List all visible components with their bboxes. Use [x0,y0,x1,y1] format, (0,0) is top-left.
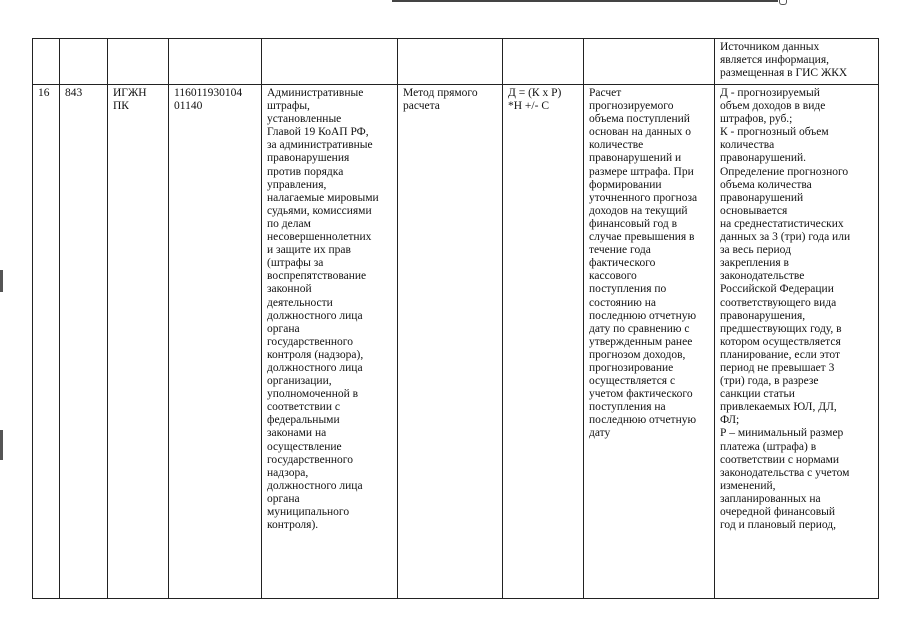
revenue-forecast-table [32,38,879,599]
header-cell-name [262,39,398,85]
formula-cell [503,85,584,599]
calculation-algorithm: Расчет прогнозируемого объема поступлений основан на данных о количестве правонарушений и размере штрафа. При формировании уточненного прогноза доходов на текущий финансовый год в случае превышения в течение года фактического кассового поступления по состоянию на последнюю отчетную дату по сравнению с утвержденным ранее прогнозом доходов, прогнозирование осуществляется с учетом фактического поступления на последнюю отчетную дату [589,87,698,440]
name-cell [262,85,398,599]
header-cell-source [715,39,879,85]
algorithm-cell [584,85,715,599]
top-rule [392,0,778,2]
row-number: 16 [38,87,50,99]
method-cell [398,85,503,599]
administrator-name: ИГЖН ПК [113,87,147,113]
header-cell-admin [108,39,169,85]
admin-code: 843 [65,87,83,99]
table-row [33,85,879,599]
header-cell-code [60,39,108,85]
row-number-cell [33,85,60,599]
source-note: Источником данных является информация, размещенная в ГИС ЖКХ [720,41,848,80]
header-cell-algorithm [584,39,715,85]
header-cell-num [33,39,60,85]
kbk-cell [169,85,262,599]
indicator-description: Д - прогнозируемый объем доходов в виде штрафов, руб.; К - прогнозный объем количества правонарушений. Определение прогнозного объема количества правонарушений основывается на среднестатистических данных за 3 (три) года или за весь период закрепления в законодательстве Российской Федерации соответствующего вида правонарушения, предшествующих году, в котором осуществляется планирование, если этот период не превышает 3 (три) года, в разрезе санкции статьи привлекаемых ЮЛ, ДЛ, ФЛ; Р – минимальный размер платежа (штрафа) в соответствии с нормами законодательства с учетом изменений, запланированных на очередной финансовый год и плановый период, [720,87,851,532]
header-cell-formula [503,39,584,85]
admin-cell [108,85,169,599]
left-edge-mark [0,430,3,460]
budget-classification-code: 116011930104 01140 [174,87,243,113]
code-cell [60,85,108,599]
calculation-method: Метод прямого расчета [403,87,478,113]
header-cell-method [398,39,503,85]
header-row [33,39,879,85]
description-cell [715,85,879,599]
header-cell-kbk [169,39,262,85]
left-edge-mark [0,270,3,292]
calculation-formula: Д = (К х Р) *Н +/- С [508,87,562,113]
top-mark [779,0,787,5]
revenue-name: Административные штрафы, установленные Главой 19 КоАП РФ, за административные правонарушения против порядка управления, налагаемые мировыми судьями, комиссиями по делам несовершеннолетних и защите их прав (штрафы за воспрепятствование законной деятельности должностного лица органа государственного контроля (надзора), должностного лица организации, уполномоченной в соответствии с федеральными законами на осуществление государственного надзора, должностного лица органа муниципального контроля). [267,87,379,532]
